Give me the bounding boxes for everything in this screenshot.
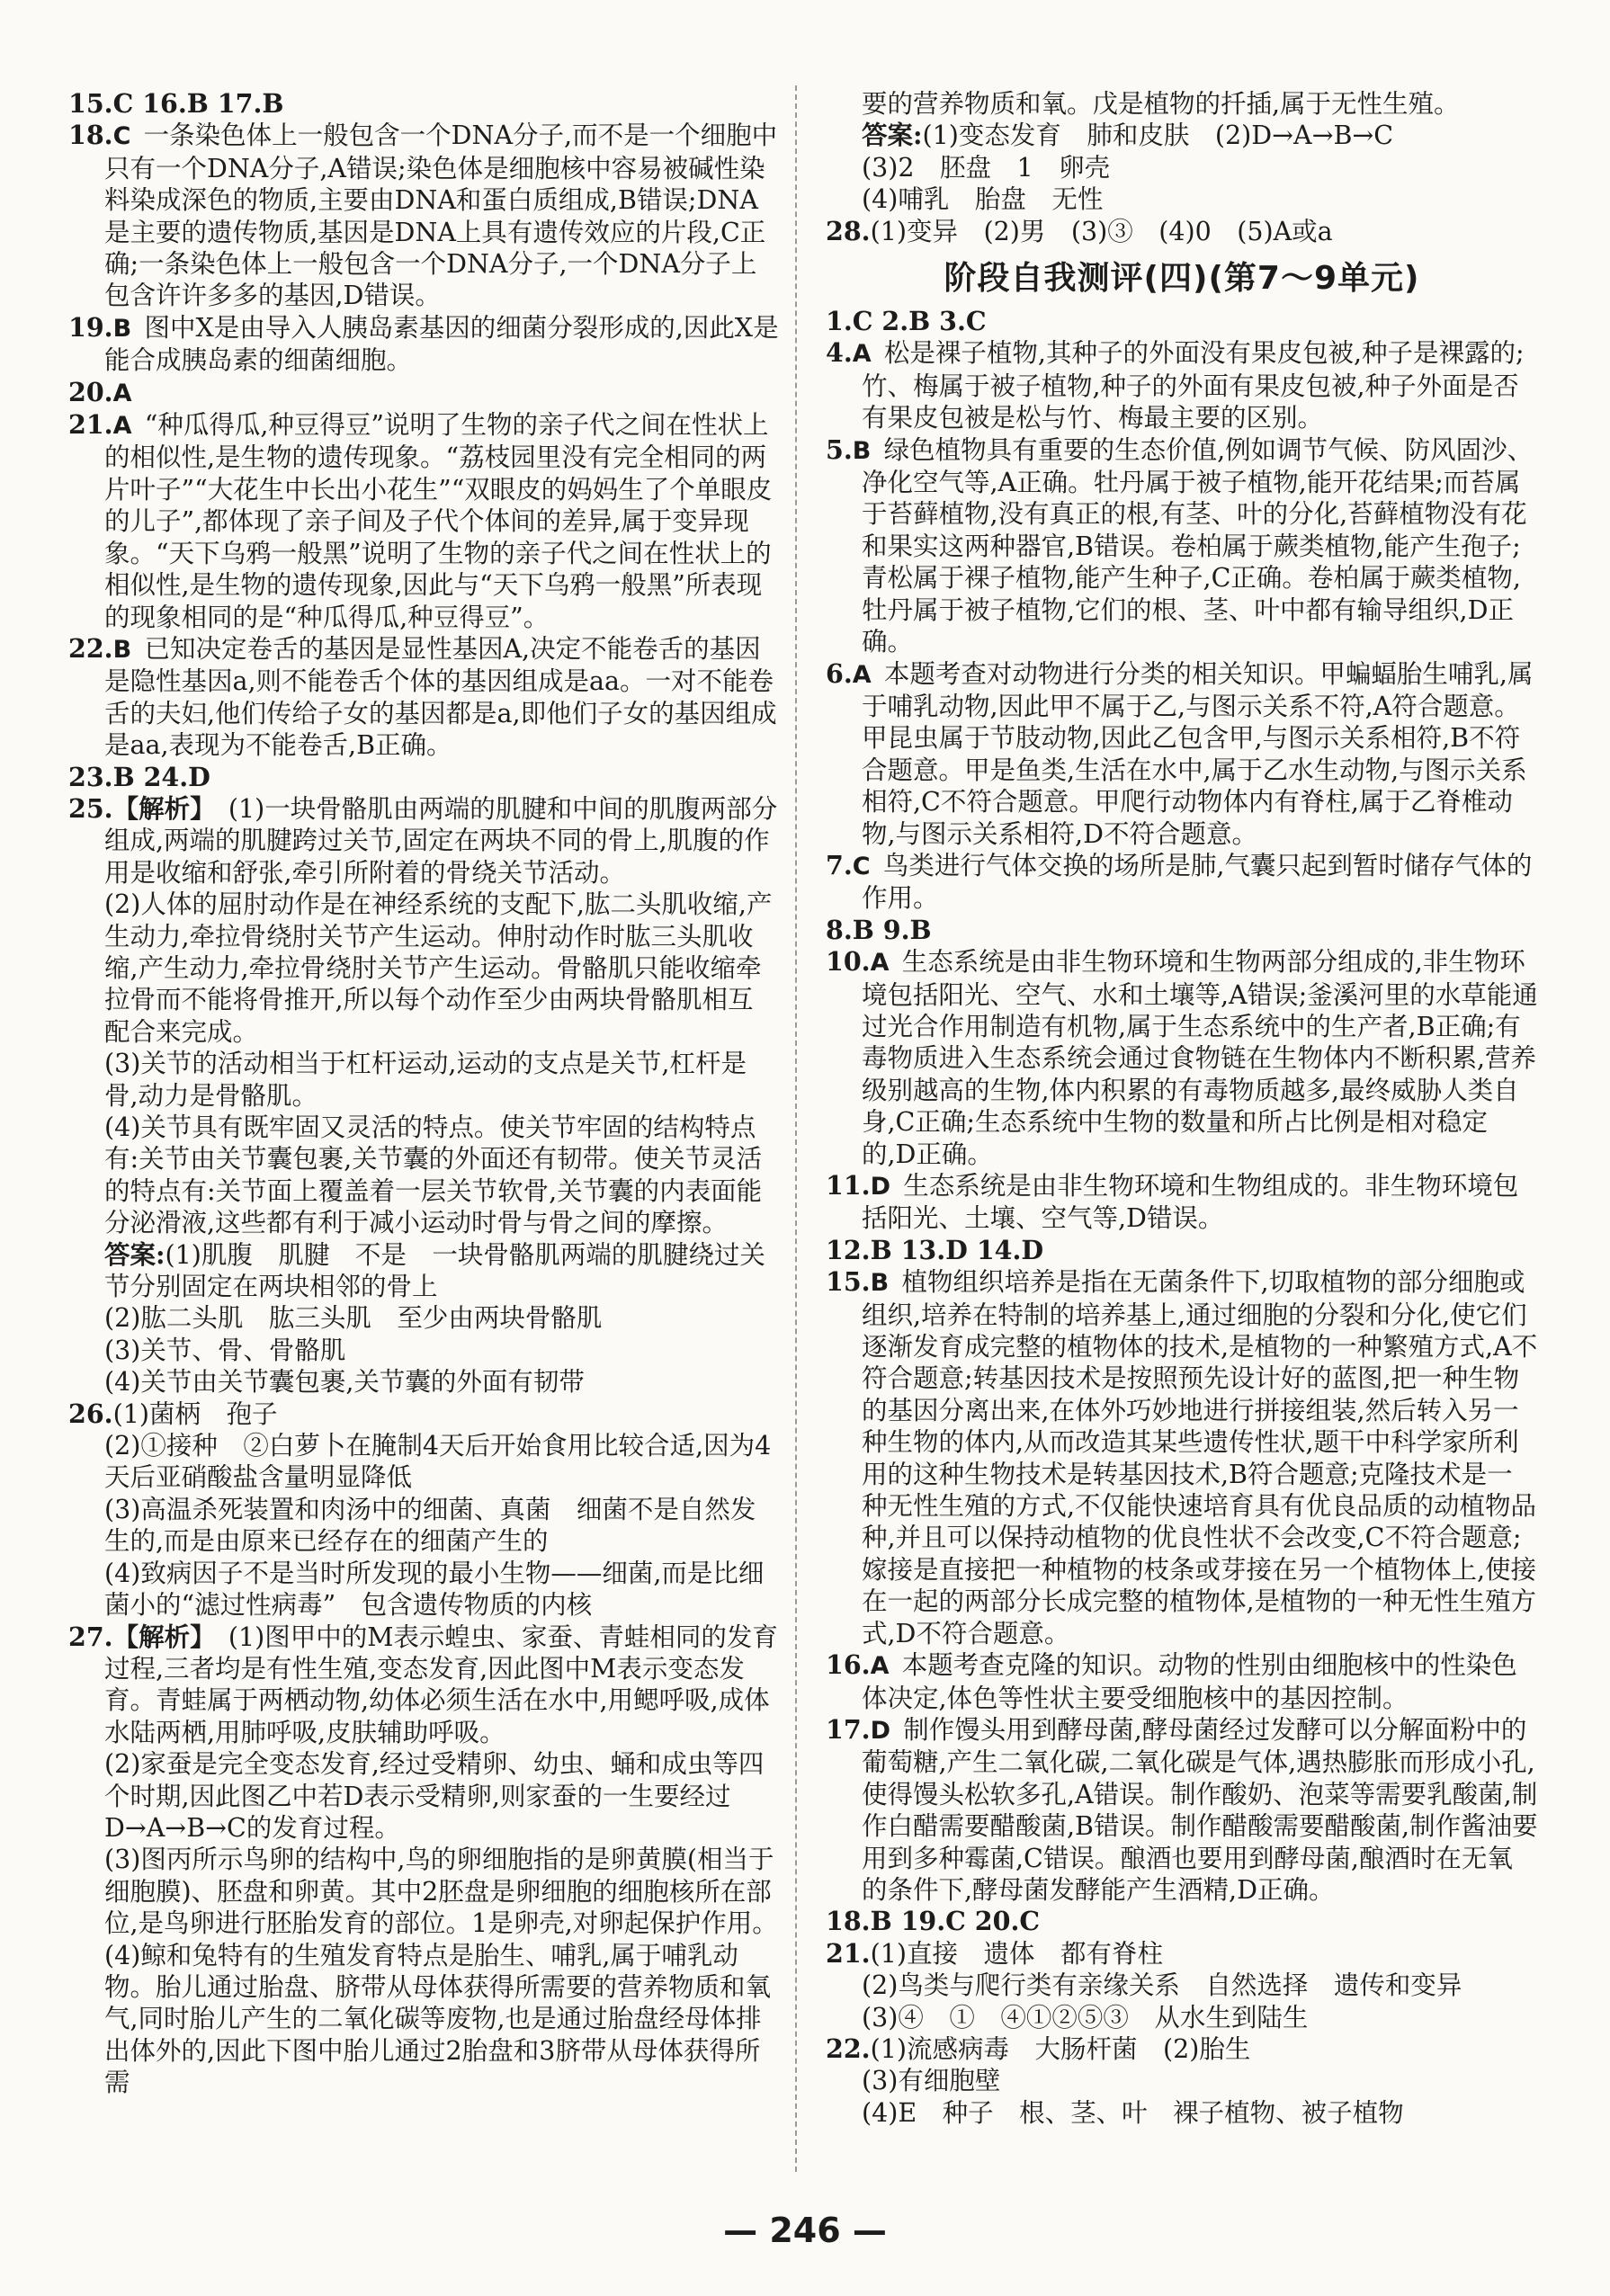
- answer-entry: [826, 1649, 1538, 1714]
- answer-entry: [826, 658, 1538, 850]
- paragraph-text: 要的营养物质和氧。戊是植物的扦插,属于无性生殖。: [862, 89, 1460, 119]
- answer-choice: D: [870, 1716, 891, 1745]
- continuation-paragraph: [68, 1940, 779, 2099]
- question-number: 5.: [826, 433, 853, 465]
- left-column: [68, 88, 779, 2099]
- question-number: 25.: [68, 792, 113, 824]
- question-number: 6.: [826, 657, 853, 689]
- paragraph-text: (3)④ ① ④①②⑤③ 从水生到陆生: [862, 2002, 1309, 2032]
- question-number: 22.: [826, 2032, 871, 2064]
- explanation-text: 植物组织培养是指在无菌条件下,切取植物的部分细胞或组织,培养在特制的培养基上,通过细胞的分裂和分化,使它们逐渐发育成完整的植物体的技术,是植物的一种繁殖方式,A不符合题意;转基因技术是按照预先设计好的蓝图,把一种生物的基因分离出来,在体外巧妙地进行拼接组装,然后转入另一种生物的体内,从而改造其某些遗传性状,题干中科学家所利用的这种生物技术是转基因技术,B符合题意;克隆技术是一种无性生殖的方式,不仅能快速培育具有优良品质的动植物品种,并且可以保持动植物的优良性状不会改变,C不符合题意;嫁接是直接把一种植物的枝条或芽接在另一个植物体上,使接在一起的两部分长成完整的植物体,是植物的一种无性生殖方式,D不符合题意。: [862, 1267, 1538, 1648]
- continuation-paragraph: [826, 2002, 1538, 2033]
- paragraph-text: (2)家蚕是完全变态发育,经过受精卵、幼虫、蛹和成虫等四个时期,因此图乙中若D表示受精卵,则家蚕的一生要经过D→A→B→C的发育过程。: [104, 1749, 765, 1843]
- continuation-paragraph: [826, 1970, 1538, 2001]
- answer-line-text: 12.B 13.D 14.D: [826, 1234, 1044, 1265]
- answer-entry: [68, 1621, 779, 1749]
- continuation-paragraph: [68, 1430, 779, 1494]
- continuation-paragraph: [826, 152, 1538, 183]
- answer-choice: B: [112, 314, 132, 343]
- explanation-text: “种瓜得瓜,种豆得豆”说明了生物的亲子代之间在性状上的相似性,是生物的遗传现象。“荔枝园里没有完全相同的两片叶子”“大花生中长出小花生”“双眼皮的妈妈生了个单眼皮的儿子”,都体现了亲子间及子代个体间的差异,属于变异现象。“天下乌鸦一般黑”说明了生物的亲子代之间在性状上的相似性,是生物的遗传现象,因此与“天下乌鸦一般黑”所表现的现象相同的是“种瓜得瓜,种豆得豆”。: [104, 410, 773, 632]
- question-number: 28.: [826, 215, 871, 246]
- explanation-text: (1)直接 遗体 都有脊柱: [870, 1938, 1163, 1969]
- continuation-paragraph: [68, 1366, 779, 1398]
- answer-entry: [826, 216, 1538, 247]
- answer-choice: C: [852, 852, 871, 880]
- answer-line-text: 18.B 19.C 20.C: [826, 1906, 1041, 1937]
- paragraph-text: (3)关节、骨、骨骼肌: [104, 1335, 346, 1365]
- answer-line-text: 15.C 16.B 17.B: [68, 88, 284, 119]
- explanation-text: (1)图甲中的M表示蝗虫、家蚕、青蛙相同的发育过程,三者均是有性生殖,变态发育,因此图中M表示变态发育。青蛙属于两栖动物,幼体必须生活在水中,用鳃呼吸,成体水陆两栖,用肺呼吸,皮肤辅助呼吸。: [104, 1621, 778, 1747]
- paragraph-text: (3)关节的活动相当于杠杆运动,运动的支点是关节,杠杆是骨,动力是骨骼肌。: [104, 1049, 747, 1111]
- answer-entry: [68, 1398, 779, 1430]
- question-number: 20.: [68, 376, 113, 407]
- paragraph-text: (4)E 种子 根、茎、叶 裸子植物、被子植物: [862, 2097, 1404, 2128]
- paragraph-text: (2)①接种 ②白萝卜在腌制4天后开始食用比较合适,因为4天后亚硝酸盐含量明显降低: [104, 1431, 772, 1493]
- continuation-paragraph: [68, 1335, 779, 1366]
- answer-entry: [68, 377, 779, 409]
- question-number: 19.: [68, 311, 113, 343]
- answer-label: 答案:: [104, 1238, 165, 1270]
- question-number: 15.: [826, 1266, 871, 1298]
- question-number: 4.: [826, 337, 853, 369]
- question-number: 21.: [68, 409, 113, 441]
- paragraph-text: (2)鸟类与爬行类有亲缘关系 自然选择 遗传和变异: [862, 1970, 1462, 2001]
- paragraph-text: (1)变态发育 肺和皮肤 (2)D→A→B→C: [922, 121, 1394, 151]
- continuation-paragraph: [826, 120, 1538, 151]
- answer-choice: B: [112, 635, 132, 664]
- explanation-text: (1)变异 (2)男 (3)③ (4)0 (5)A或a: [870, 216, 1333, 246]
- explanation-text: 松是裸子植物,其种子的外面没有果皮包被,种子是裸露的;竹、梅属于被子植物,种子的外面有果皮包被,种子外面是否有果皮包被是松与竹、梅最主要的区别。: [862, 338, 1525, 433]
- answer-entry: [826, 850, 1538, 915]
- answer-entry: [826, 946, 1538, 1170]
- paragraph-text: (2)肱二头肌 肱三头肌 至少由两块骨骼肌: [104, 1303, 603, 1334]
- answer-line: [826, 915, 1538, 946]
- explanation-text: 生态系统是由非生物环境和生物两部分组成的,非生物环境包括阳光、空气、水和土壤等,A错误;釜溪河里的水草能通过光合作用制造有机物,属于生态系统中的生产者,B正确;有毒物质进入生态系统会通过食物链在生物体内不断积累,营养级别越高的生物,体内积累的有毒物质越多,最终威胁人类自身,C正确;生态系统中生物的数量和所占比例是相对稳定的,D正确。: [862, 947, 1538, 1169]
- paragraph-text: (4)关节由关节囊包裹,关节囊的外面有韧带: [104, 1367, 585, 1398]
- paragraph-text: (3)图丙所示鸟卵的结构中,鸟的卵细胞指的是卵黄膜(相当于细胞膜)、胚盘和卵黄。其中2胚盘是卵细胞的细胞核所在部位,是鸟卵进行胚胎发育的部位。1是卵壳,对卵起保护作用。: [104, 1845, 778, 1939]
- explanation-text: 图中X是由导入人胰岛素基因的细菌分裂形成的,因此X是能合成胰岛素的细菌细胞。: [104, 312, 779, 376]
- question-number: 26.: [68, 1398, 113, 1429]
- paragraph-text: (3)2 胚盘 1 卵壳: [862, 152, 1111, 183]
- page-number-value: 246: [769, 2211, 841, 2250]
- continuation-paragraph: [826, 2097, 1538, 2129]
- answer-choice: C: [112, 122, 131, 151]
- answer-line: [68, 88, 779, 120]
- answer-entry: [68, 120, 779, 311]
- explanation-text: 生态系统是由非生物环境和生物组成的。非生物环境包括阳光、土壤、空气等,D错误。: [862, 1171, 1519, 1234]
- answer-line: [826, 306, 1538, 337]
- continuation-paragraph: [68, 1239, 779, 1303]
- answer-line: [826, 1906, 1538, 1937]
- answer-entry: [826, 434, 1538, 658]
- answer-line-text: 8.B 9.B: [826, 914, 932, 945]
- paragraph-text: (3)有细胞壁: [862, 2066, 1001, 2096]
- question-number: 27.: [68, 1621, 113, 1652]
- continuation-paragraph: [826, 2065, 1538, 2096]
- paragraph-text: (3)高温杀死装置和肉汤中的细菌、真菌 细菌不是自然发生的,而是由原来已经存在的细菌产生的: [104, 1494, 756, 1557]
- paragraph-text: (4)鲸和兔特有的生殖发育特点是胎生、哺乳,属于哺乳动物。胎儿通过胎盘、脐带从母体获得所需要的营养物质和氧气,同时胎儿产生的二氧化碳等废物,也是通过胎盘经母体排出体外的,因此下图中胎儿通过2胎盘和3脐带从母体获得所需: [104, 1940, 772, 2098]
- paragraph-text: (4)关节具有既牢固又灵活的特点。使关节牢固的结构特点有:关节由关节囊包裹,关节囊的外面还有韧带。使关节灵活的特点有:关节面上覆盖着一层关节软骨,关节囊的内表面能分泌滑液,这些都有利于减小运动时骨与骨之间的摩擦。: [104, 1112, 763, 1238]
- answer-entry: [826, 2033, 1538, 2065]
- continuation-paragraph: [826, 88, 1538, 120]
- answer-choice: A: [852, 660, 872, 689]
- question-number: 11.: [826, 1170, 871, 1201]
- answer-choice: A: [112, 412, 132, 441]
- explanation-text: 本题考查克隆的知识。动物的性别由细胞核中的性染色体决定,体色等性状主要受细胞核中的基因控制。: [862, 1650, 1517, 1713]
- answer-choice: A: [112, 379, 132, 407]
- answer-entry: [68, 409, 779, 633]
- answer-label: 答案:: [862, 120, 923, 151]
- right-column: [826, 88, 1538, 2129]
- answer-entry: [68, 793, 779, 889]
- page-number: — 246 —: [723, 2211, 887, 2250]
- explanation-text: (1)菌柄 孢子: [112, 1398, 278, 1429]
- explanation-text: 一条染色体上一般包含一个DNA分子,而不是一个细胞中只有一个DNA分子,A错误;染色体是细胞核中容易被碱性染料染成深色的物质,主要由DNA和蛋白质组成,B错误;DNA是主要的遗传物质,基因是DNA上具有遗传效应的片段,C正确;一条染色体上一般包含一个DNA分子,一个DNA分子上包含许许多多的基因,D错误。: [104, 121, 778, 311]
- continuation-paragraph: [68, 1048, 779, 1112]
- continuation-paragraph: [68, 1844, 779, 1939]
- explanation-text: 本题考查对动物进行分类的相关知识。甲蝙蝠胎生哺乳,属于哺乳动物,因此甲不属于乙,与图示关系不符,A符合题意。甲昆虫属于节肢动物,因此乙包含甲,与图示关系相符,B不符合题意。甲是鱼类,生活在水中,属于乙水生动物,与图示关系相符,C不符合题意。甲爬行动物体内有脊柱,属于乙脊椎动物,与图示关系相符,D不符合题意。: [862, 658, 1534, 849]
- explanation-text: 已知决定卷舌的基因是显性基因A,决定不能卷舌的基因是隐性基因a,则不能卷舌个体的基因组成是aa。一对不能卷舌的夫妇,他们传给子女的基因都是a,即他们子女的基因组成是aa,表现为不能卷舌,B正确。: [104, 633, 777, 761]
- continuation-paragraph: [68, 1302, 779, 1334]
- answer-entry: [68, 312, 779, 377]
- answer-choice: D: [870, 1173, 891, 1201]
- question-number: 21.: [826, 1937, 871, 1969]
- answer-line: [826, 1235, 1538, 1266]
- continuation-paragraph: [68, 1748, 779, 1844]
- answer-entry: [826, 1714, 1538, 1906]
- column-divider: [795, 85, 797, 2172]
- paragraph-text: (1)肌腹 肌腱 不是 一块骨骼肌两端的肌腱绕过关节分别固定在两块相邻的骨上: [104, 1239, 765, 1302]
- continuation-paragraph: [826, 183, 1538, 215]
- explanation-text: (1)流感病毒 大肠杆菌 (2)胎生: [870, 2033, 1251, 2064]
- question-number: 16.: [826, 1649, 871, 1681]
- continuation-paragraph: [68, 889, 779, 1048]
- paragraph-text: (4)哺乳 胎盘 无性: [862, 184, 1104, 215]
- answer-line: [68, 762, 779, 793]
- answer-choice: A: [870, 949, 890, 978]
- question-number: 18.: [68, 120, 113, 151]
- answer-choice: A: [852, 340, 872, 369]
- answer-choice: A: [870, 1652, 890, 1681]
- answer-entry: [826, 1170, 1538, 1235]
- answer-entry: [826, 1266, 1538, 1649]
- answer-line-text: 1.C 2.B 3.C: [826, 306, 987, 337]
- question-number: 22.: [68, 632, 113, 664]
- answer-choice: 【解析】: [112, 792, 216, 824]
- explanation-text: (1)一块骨骼肌由两端的肌腱和中间的肌腹两部分组成,两端的肌腱跨过关节,固定在两块不同的骨上,肌腹的作用是收缩和舒张,牵引所附着的骨绕关节活动。: [104, 793, 778, 888]
- answer-entry: [826, 1938, 1538, 1970]
- explanation-text: 鸟类进行气体交换的场所是肺,气囊只起到暂时储存气体的作用。: [862, 850, 1533, 914]
- question-number: 10.: [826, 946, 871, 978]
- explanation-text: 绿色植物具有重要的生态价值,例如调节气候、防风固沙、净化空气等,A正确。牡丹属于被子植物,能开花结果;而苔属于苔藓植物,没有真正的根,有茎、叶的分化,苔藓植物没有花和果实这两种器官,B错误。卷柏属于蕨类植物,能产生孢子;青松属于裸子植物,能产生种子,C正确。卷柏属于蕨类植物,牡丹属于被子植物,它们的根、茎、叶中都有输导组织,D正确。: [862, 434, 1534, 657]
- paragraph-text: (2)人体的屈肘动作是在神经系统的支配下,肱二头肌收缩,产生动力,牵拉骨绕肘关节产生运动。伸肘动作时肱三头肌收缩,产生动力,牵拉骨绕肘关节产生运动。骨骼肌只能收缩牵拉骨而不能将骨推开,所以每个动作至少由两块骨骼肌相互配合来完成。: [104, 889, 773, 1047]
- paragraph-text: (4)致病因子不是当时所发现的最小生物——细菌,而是比细菌小的“滤过性病毒” 包含遗传物质的内核: [104, 1558, 765, 1621]
- question-number: 17.: [826, 1713, 871, 1745]
- answer-choice: B: [852, 436, 872, 465]
- answer-entry: [826, 337, 1538, 433]
- question-number: 7.: [826, 849, 853, 880]
- continuation-paragraph: [68, 1494, 779, 1558]
- explanation-text: 制作馒头用到酵母菌,酵母菌经过发酵可以分解面粉中的葡萄糖,产生二氧化碳,二氧化碳是气体,遇热膨胀而形成小孔,使得馒头松软多孔,A错误。制作酸奶、泡菜等需要乳酸菌,制作白醋需要醋酸菌,B错误。制作醋酸需要醋酸菌,制作酱油要用到多种霉菌,C错误。酿酒也要用到酵母菌,酿酒时在无氧的条件下,酵母菌发酵能产生酒精,D正确。: [862, 1714, 1538, 1905]
- answer-entry: [68, 633, 779, 762]
- section-title: 阶段自我测评(四)(第7～9单元): [944, 260, 1420, 298]
- continuation-paragraph: [68, 1558, 779, 1621]
- answer-choice: 【解析】: [112, 1621, 216, 1652]
- continuation-paragraph: [68, 1112, 779, 1239]
- answer-line-text: 23.B 24.D: [68, 761, 210, 792]
- answer-choice: B: [870, 1269, 890, 1298]
